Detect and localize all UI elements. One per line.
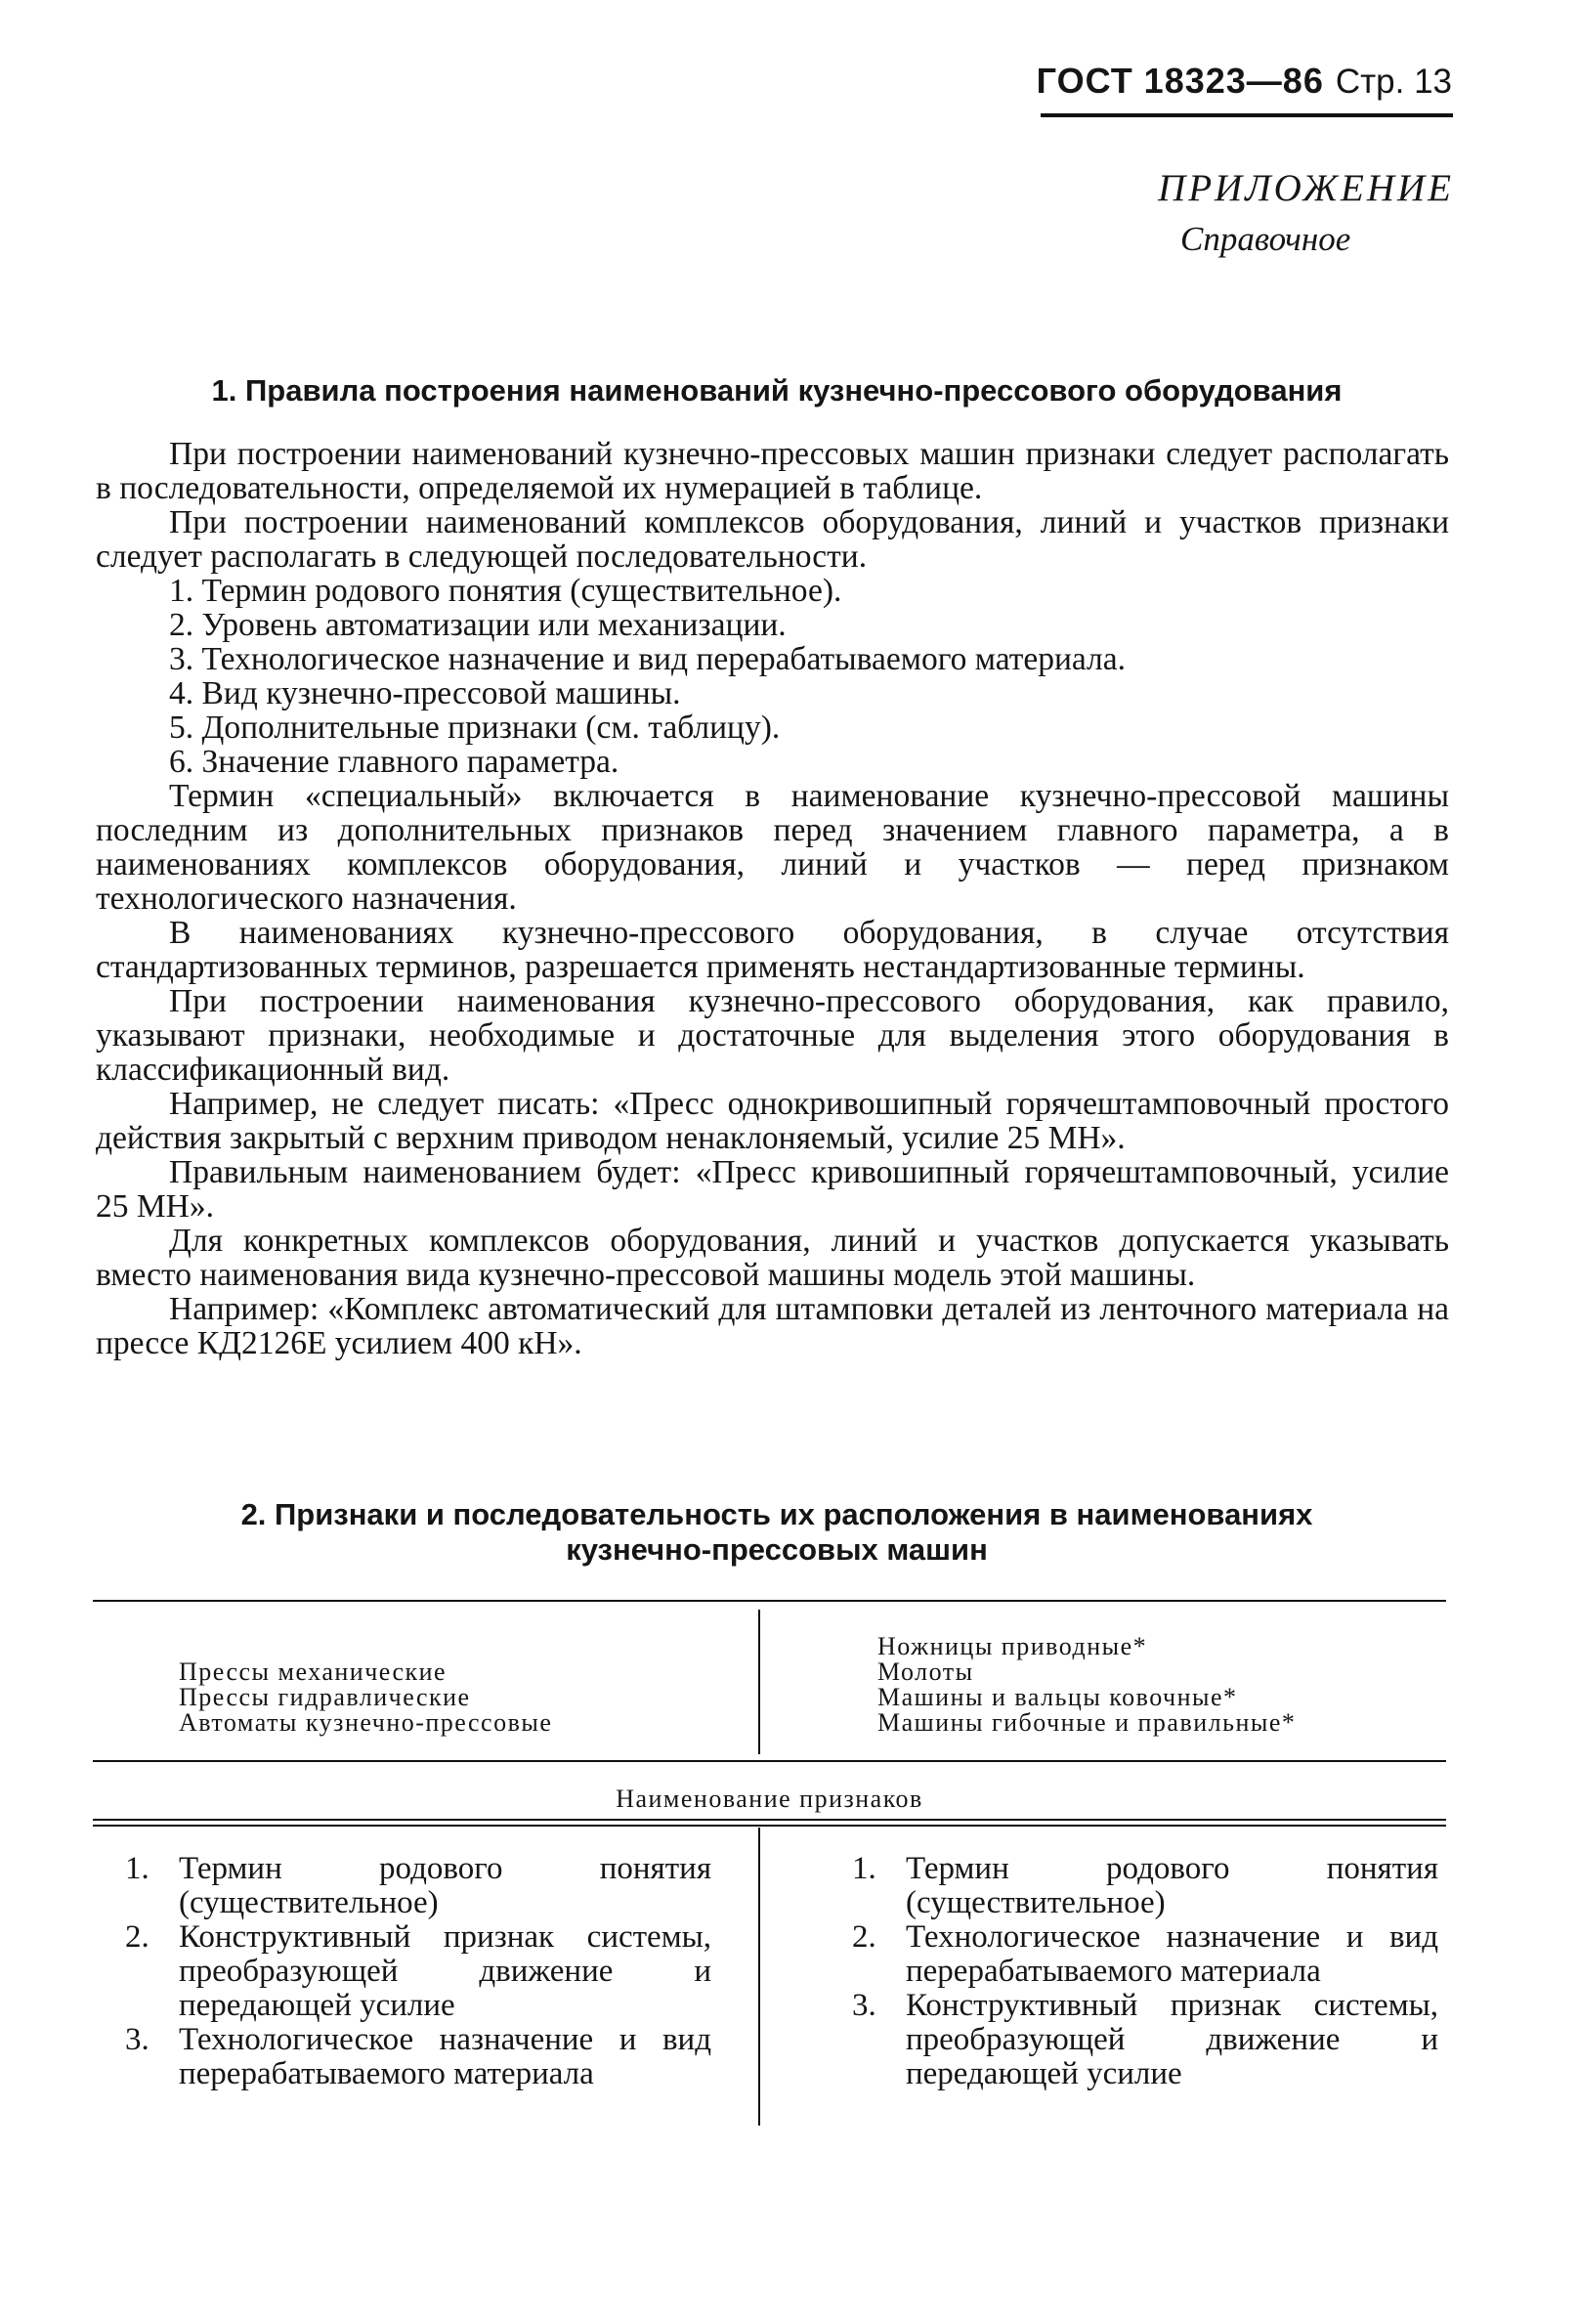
paragraph: Термин «специальный» включается в наименование кузнечно-прессовой машины последним из дополнительных признаков перед значением главного параметра, а в наименованиях комплексов оборудования, линий и участков — перед признаком технологического назначения. [96,778,1449,917]
item-text: Конструктивный признак системы, преобразующей движение и передающей усилие [906,1988,1438,2091]
right-feature-list [852,1852,1438,2091]
list-item [125,2023,711,2091]
table-caption: Наименование признаков [616,1785,923,1813]
list-item: 6. Значение главного параметра. [169,744,619,780]
table-mid-rule [93,1760,1446,1762]
section2-title-line1: 2. Признаки и последовательность их расположения в наименованиях [240,1497,1313,1531]
list-item: 1. Термин родового понятия (существительное). [169,573,842,609]
paragraph: В наименованиях кузнечно-прессового оборудования, в случае отсутствия стандартизованных терминов, разрешается применять нестандартизованные термины. [96,915,1449,985]
appendix-title: ПРИЛОЖЕНИЕ [1158,167,1454,209]
machine-type: Прессы гидравлические [179,1683,471,1711]
paragraph: Например, не следует писать: «Пресс однокривошипный горячештамповочный простого действия закрытый с верхним приводом ненаклоняемый, усилие 25 МН». [96,1086,1449,1156]
table-caption-rule-1 [93,1819,1446,1821]
item-text: Конструктивный признак системы, преобразующей движение и передающей усилие [179,1919,711,2023]
list-item: 4. Вид кузнечно-прессовой машины. [169,675,681,711]
table-caption-rule-2 [93,1825,1446,1827]
item-number: 3. [852,1988,876,2023]
item-text: Термин родового понятия (существительное) [179,1851,711,1920]
machine-type: Молоты [877,1657,974,1686]
table-header-divider [758,1610,760,1754]
table-top-rule [93,1600,1446,1602]
paragraph: При построении наименования кузнечно-прессового оборудования, как правило, указывают признаки, необходимые и достаточные для выделения этого оборудования в классификационный вид. [96,983,1449,1088]
section2-title [93,1497,1461,1568]
list-item: 2. Уровень автоматизации или механизации. [169,607,787,643]
item-number: 2. [852,1919,876,1955]
paragraph: Правильным наименованием будет: «Пресс кривошипный горячештамповочный, усилие 25 МН». [96,1154,1449,1225]
paragraph: Для конкретных комплексов оборудования, линий и участков допускается указывать вместо наименования вида кузнечно-прессовой машины модель этой машины. [96,1223,1449,1293]
list-item [852,1989,1438,2091]
paragraph: При построении наименований кузнечно-прессовых машин признаки следует располагать в последовательности, определяемой их нумерацией в таблице. [96,436,1449,506]
item-number: 3. [125,2022,149,2057]
paragraph: Например: «Комплекс автоматический для штамповки деталей из ленточного материала на прессе КД2126Е усилием 400 кН». [96,1291,1449,1361]
page-label: Стр. 13 [1335,63,1452,101]
machine-type: Прессы механические [179,1657,448,1686]
page-header [1037,61,1452,102]
machine-type: Ножницы приводные* [877,1632,1148,1660]
table-body-divider [758,1828,760,2126]
section1-body [96,437,1449,1360]
section2-title-line2: кузнечно-прессовых машин [566,1532,988,1567]
machine-type: Машины гибочные и правильные* [877,1708,1297,1737]
item-number: 2. [125,1919,149,1955]
machine-type: Машины и вальцы ковочные* [877,1683,1238,1711]
doc-number: ГОСТ 18323—86 [1036,61,1324,101]
list-item: 5. Дополнительные признаки (см. таблицу). [169,710,781,746]
header-rule [1041,113,1453,117]
section1-title: 1. Правила построения наименований кузнечно-прессового оборудования [211,373,1343,408]
item-number: 1. [852,1851,876,1886]
left-feature-list [125,1852,711,2091]
item-number: 1. [125,1851,149,1886]
item-text: Термин родового понятия (существительное) [906,1851,1438,1920]
list-item [852,1920,1438,1989]
list-item [852,1852,1438,1920]
item-text: Технологическое назначение и вид перерабатываемого материала [906,1919,1438,1989]
machine-type: Автоматы кузнечно-прессовые [179,1708,553,1737]
item-text: Технологическое назначение и вид перерабатываемого материала [179,2022,711,2091]
right-header-cell [877,1634,1296,1736]
list-item: 3. Технологическое назначение и вид перерабатываемого материала. [169,641,1127,677]
list-item [125,1920,711,2023]
list-item [125,1852,711,1920]
left-header-cell [179,1659,552,1736]
appendix-subtitle: Справочное [1180,220,1351,258]
paragraph: При построении наименований комплексов оборудования, линий и участков признаки следует располагать в следующей последовательности. [96,504,1449,575]
